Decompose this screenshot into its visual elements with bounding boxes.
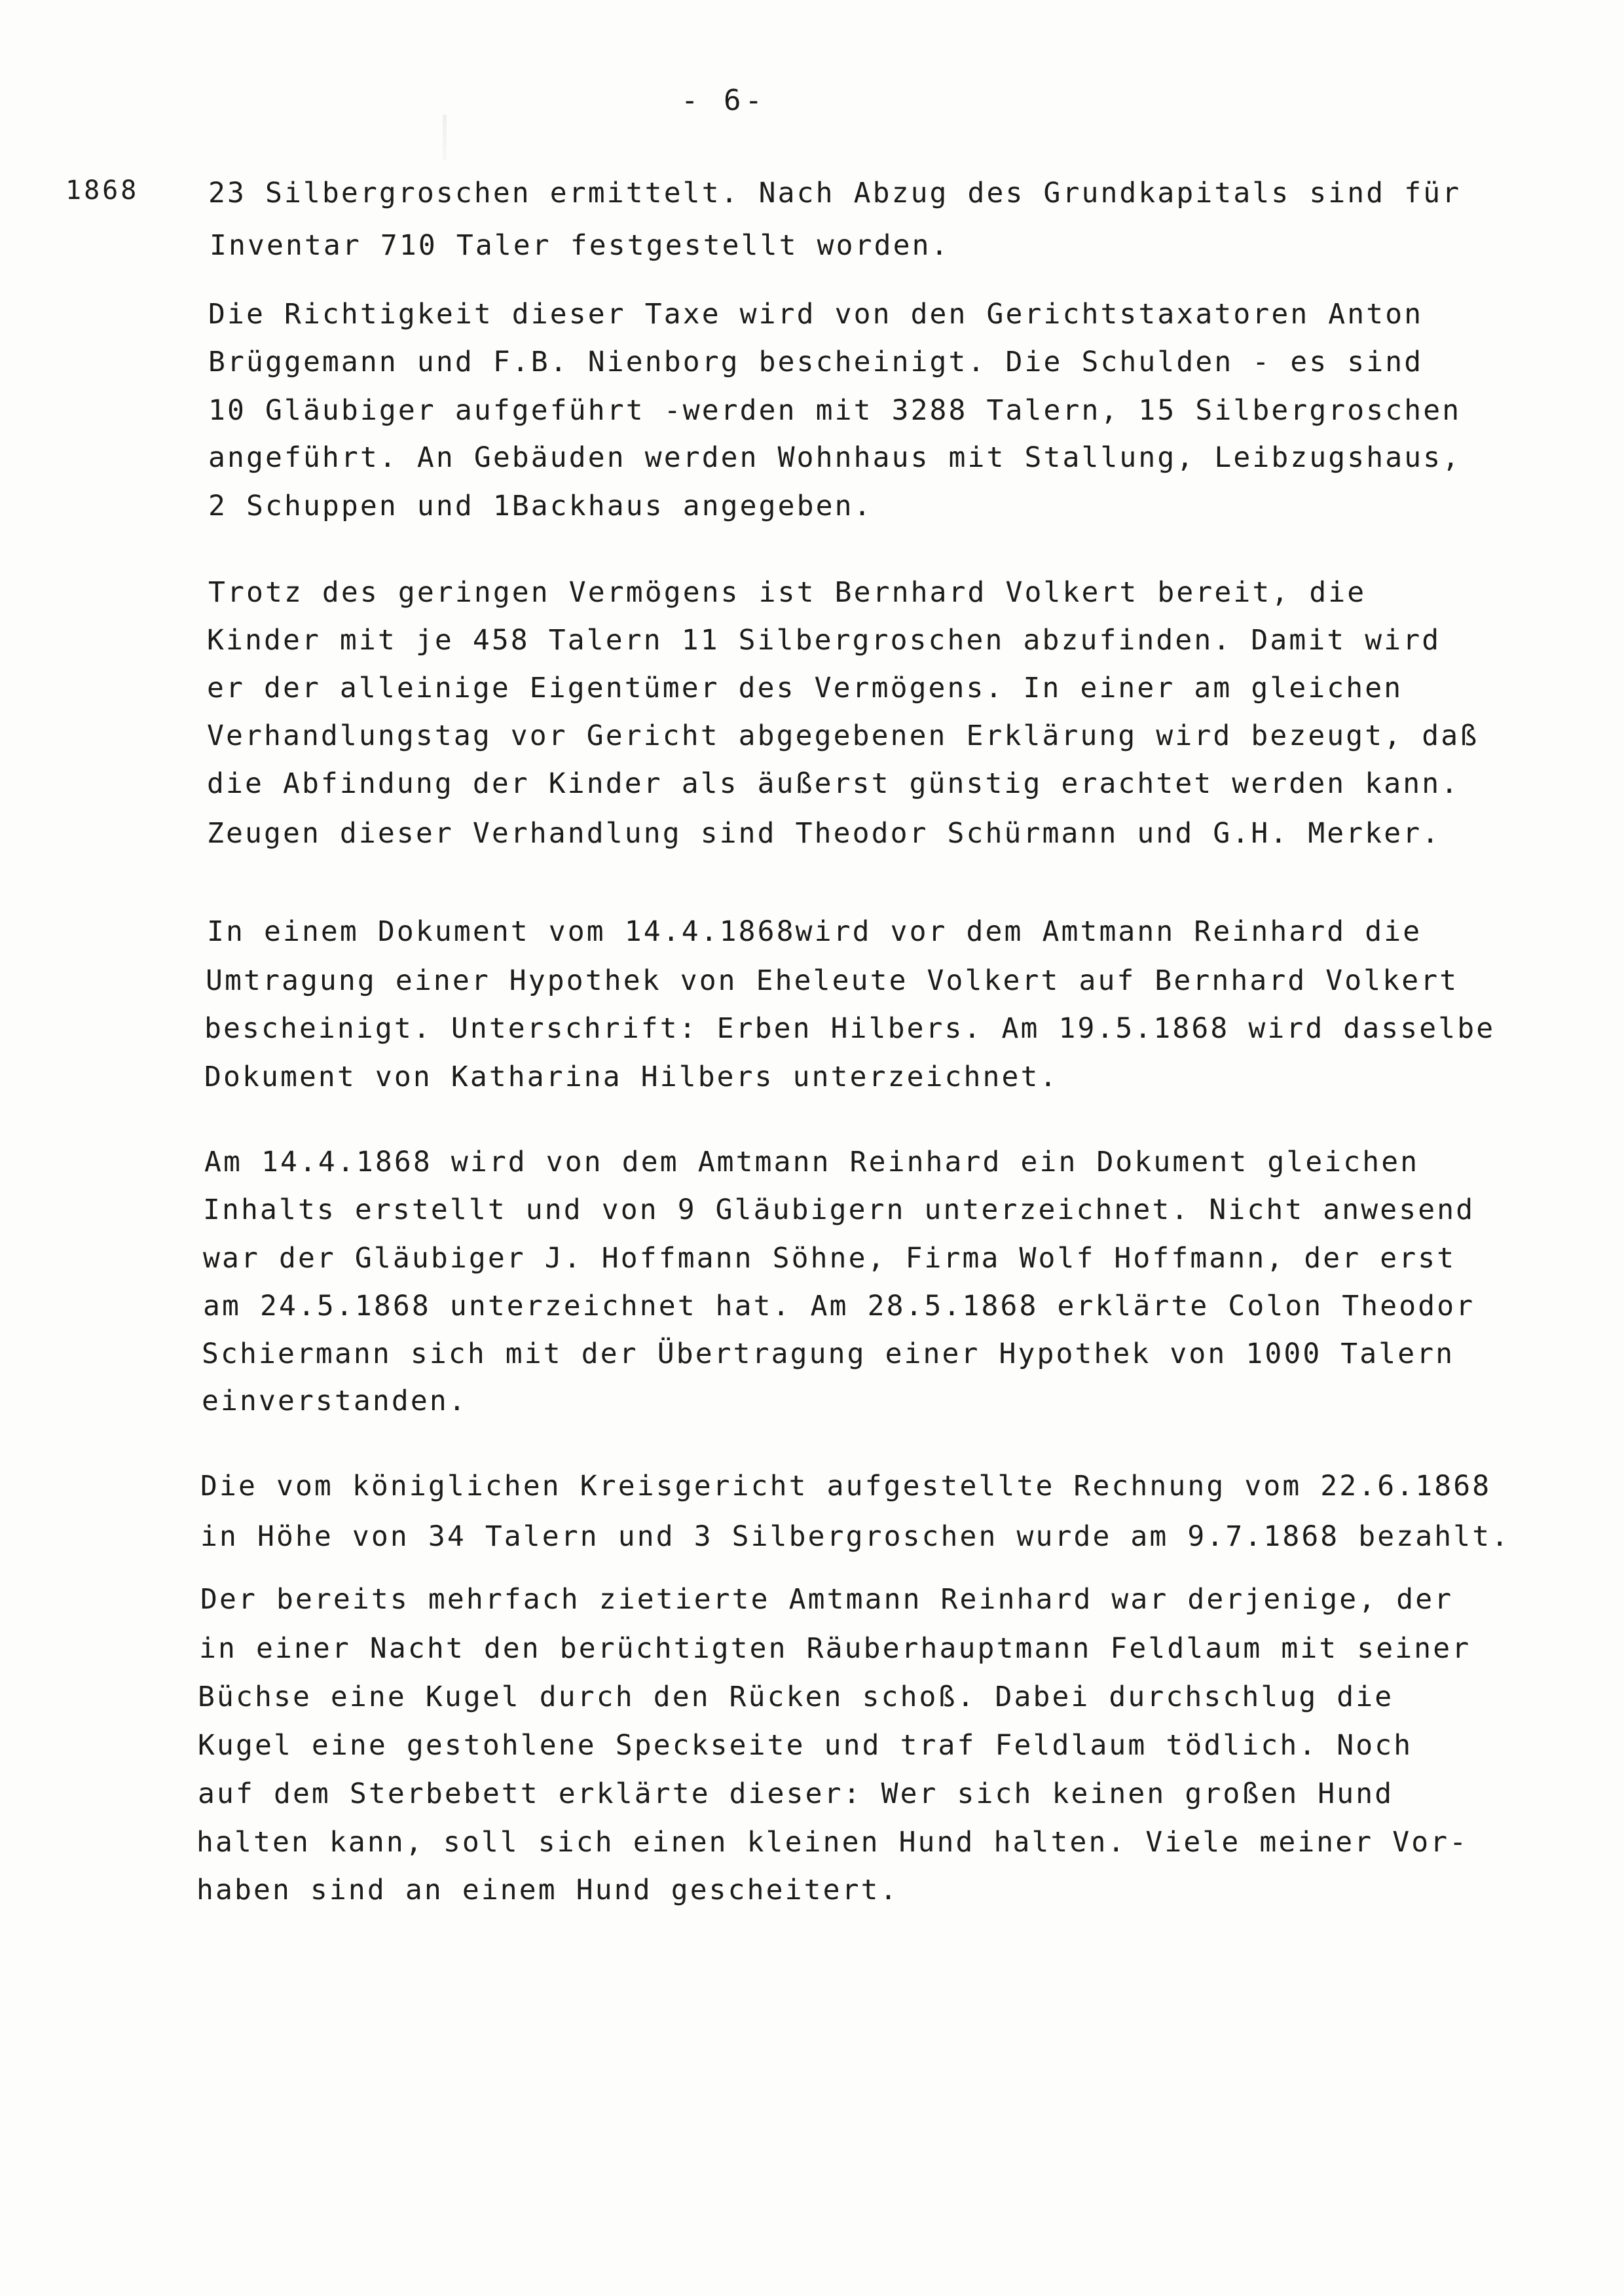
text-line: war der Gläubiger J. Hoffmann Söhne, Firma Wolf Hoffmann, der erst: [203, 1242, 1456, 1275]
text-line: Schiermann sich mit der Übertragung einer Hypothek von 1000 Talern: [202, 1338, 1455, 1370]
text-line: Zeugen dieser Verhandlung sind Theodor Schürmann und G.H. Merker.: [207, 817, 1441, 850]
text-line: Verhandlungstag vor Gericht abgegebenen Erklärung wird bezeugt, daß: [207, 720, 1479, 752]
text-line: Dokument von Katharina Hilbers unterzeichnet.: [204, 1061, 1059, 1093]
text-line: Kinder mit je 458 Talern 11 Silbergroschen abzufinden. Damit wird: [207, 624, 1441, 657]
text-line: Die Richtigkeit dieser Taxe wird von den Gerichtstaxatoren Anton: [208, 298, 1424, 331]
margin-year: 1868: [65, 175, 139, 206]
text-line: Am 14.4.1868 wird von dem Amtmann Reinhard ein Dokument gleichen: [204, 1146, 1420, 1178]
text-line: bescheinigt. Unterschrift: Erben Hilbers. Am 19.5.1868 wird dasselbe: [204, 1012, 1496, 1045]
text-line: Inventar 710 Taler festgestellt worden.: [210, 229, 950, 262]
paper-smudge: [443, 115, 447, 160]
text-line: einverstanden.: [202, 1385, 468, 1417]
text-line: in einer Nacht den berüchtigten Räuberhauptmann Feldlaum mit seiner: [199, 1632, 1471, 1665]
text-line: angeführt. An Gebäuden werden Wohnhaus mit Stallung, Leibzugshaus,: [208, 441, 1462, 474]
text-line: 2 Schuppen und 1Backhaus angegeben.: [208, 490, 873, 522]
text-line: er der alleinige Eigentümer des Vermögens. In einer am gleichen: [207, 672, 1403, 704]
page-number: - 6-: [681, 84, 766, 117]
text-line: 23 Silbergroschen ermittelt. Nach Abzug des Grundkapitals sind für: [208, 177, 1462, 210]
text-line: Umtragung einer Hypothek von Eheleute Volkert auf Bernhard Volkert: [206, 964, 1459, 997]
text-line: Die vom königlichen Kreisgericht aufgestellte Rechnung vom 22.6.1868: [200, 1470, 1492, 1503]
text-line: Büchse eine Kugel durch den Rücken schoß. Dabei durchschlug die: [198, 1681, 1394, 1713]
text-line: am 24.5.1868 unterzeichnet hat. Am 28.5.1868 erklärte Colon Theodor: [203, 1290, 1475, 1322]
text-line: auf dem Sterbebett erklärte dieser: Wer sich keinen großen Hund: [198, 1777, 1394, 1810]
text-line: Inhalts erstellt und von 9 Gläubigern unterzeichnet. Nicht anwesend: [203, 1194, 1475, 1226]
text-line: Der bereits mehrfach zietierte Amtmann Reinhard war derjenige, der: [200, 1583, 1454, 1616]
text-line: Trotz des geringen Vermögens ist Bernhard Volkert bereit, die: [208, 576, 1367, 609]
text-line: 10 Gläubiger aufgeführt -werden mit 3288 Talern, 15 Silbergroschen: [208, 394, 1462, 427]
text-line: In einem Dokument vom 14.4.1868wird vor dem Amtmann Reinhard die: [207, 915, 1422, 948]
text-line: die Abfindung der Kinder als äußerst günstig erachtet werden kann.: [207, 767, 1460, 800]
text-line: Brüggemann und F.B. Nienborg bescheinigt. Die Schulden - es sind: [208, 346, 1424, 378]
text-line: halten kann, soll sich einen kleinen Hund halten. Viele meiner Vor-: [196, 1826, 1469, 1859]
text-line: Kugel eine gestohlene Speckseite und traf Feldlaum tödlich. Noch: [198, 1729, 1413, 1762]
text-line: haben sind an einem Hund gescheitert.: [196, 1874, 899, 1906]
text-line: in Höhe von 34 Talern und 3 Silbergroschen wurde am 9.7.1868 bezahlt.: [200, 1520, 1511, 1553]
